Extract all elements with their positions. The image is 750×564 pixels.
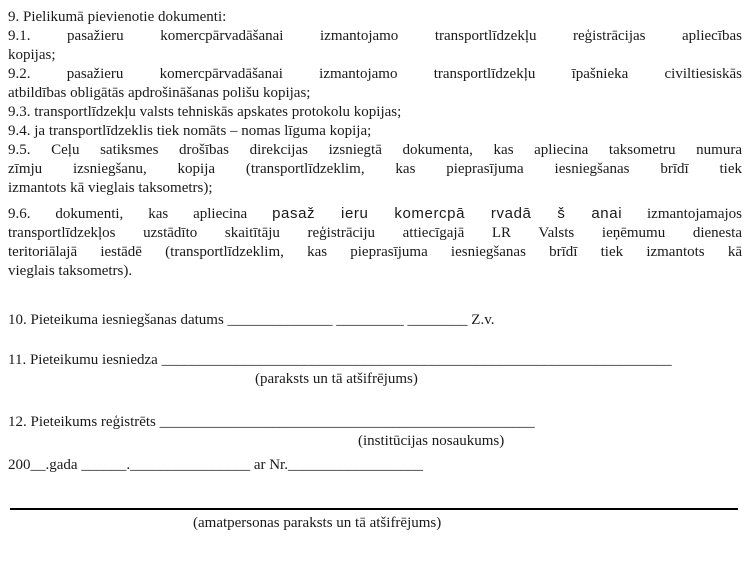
line-9-1a: 9.1. pasažieru komercpārvadāšanai izmantojamo transportlīdzekļu reģistrācijas apliecības	[8, 28, 742, 44]
line-9-5c: izmantots kā vieglais taksometrs);	[8, 180, 213, 196]
line-9-6a	[8, 204, 742, 224]
field-12-blank-line: __________________________________________________	[159, 414, 535, 430]
field-12	[8, 413, 742, 432]
field-12-label: 12. Pieteikums reģistrēts	[8, 414, 156, 430]
section9-heading: 9. Pielikumā pievienotie dokumenti:	[8, 9, 227, 25]
line-9-3: 9.3. transportlīdzekļu valsts tehniskās apskates protokolu kopijas;	[8, 104, 402, 120]
line-9-6b: transportlīdzekļos uzstādīto skaitītāju reģistrāciju attiecīgajā LR Valsts ieņēmumu dienesta	[8, 225, 742, 241]
field-10-blank-line: ______________ _________ ________	[227, 312, 468, 328]
seal-place-label: Z.v.	[471, 312, 495, 328]
date-number-line: 200__.gada ______.________________ ar Nr.__________________	[8, 457, 423, 473]
field-11	[8, 351, 742, 370]
line-9-6d: vieglais taksometrs).	[8, 263, 133, 279]
line-9-6c: teritoriālajā iestādē (transportlīdzeklim, kas pieprasījuma iesniegšanas brīdī tiek izmantots kā	[8, 244, 742, 260]
field-10	[8, 311, 742, 330]
line-9-2a: 9.2. pasažieru komercpārvadāšanai izmantojamo transportlīdzekļu īpašnieka civiltiesiskās	[8, 66, 742, 82]
signature-caption: (paraksts un tā atšifrējums)	[255, 371, 418, 387]
line-9-1b: kopijas;	[8, 47, 56, 63]
institution-caption: (institūcijas nosaukums)	[358, 433, 505, 449]
official-signature-rule	[10, 508, 738, 510]
official-signature-caption: (amatpersonas paraksts un tā atšifrējums)	[193, 515, 442, 531]
line-9-6a-serif-end: izmantojamajos	[622, 206, 742, 222]
line-9-2b: atbildības obligātās apdrošināšanas polišu kopijas;	[8, 85, 311, 101]
line-9-4: 9.4. ja transportlīdzeklis tiek nomāts – nomas līguma kopija;	[8, 123, 372, 139]
line-9-6a-sans-segment: pasaž ieru komercpā rvadā š anai	[272, 205, 623, 222]
line-9-5b: zīmju izsniegšanu, kopija (transportlīdzeklim, kas pieprasījuma iesniegšanas brīdī tiek	[8, 161, 742, 177]
field-11-blank-line: ____________________________________________________________________	[161, 352, 672, 368]
line-9-5a: 9.5. Ceļu satiksmes drošības direkcijas izsniegtā dokumenta, kas apliecina taksometru numura	[8, 142, 742, 158]
line-9-6a-serif-start: 9.6. dokumenti, kas apliecina	[8, 206, 273, 222]
field-10-label: 10. Pieteikuma iesniegšanas datums	[8, 312, 224, 328]
field-11-label: 11. Pieteikumu iesniedza	[8, 352, 158, 368]
